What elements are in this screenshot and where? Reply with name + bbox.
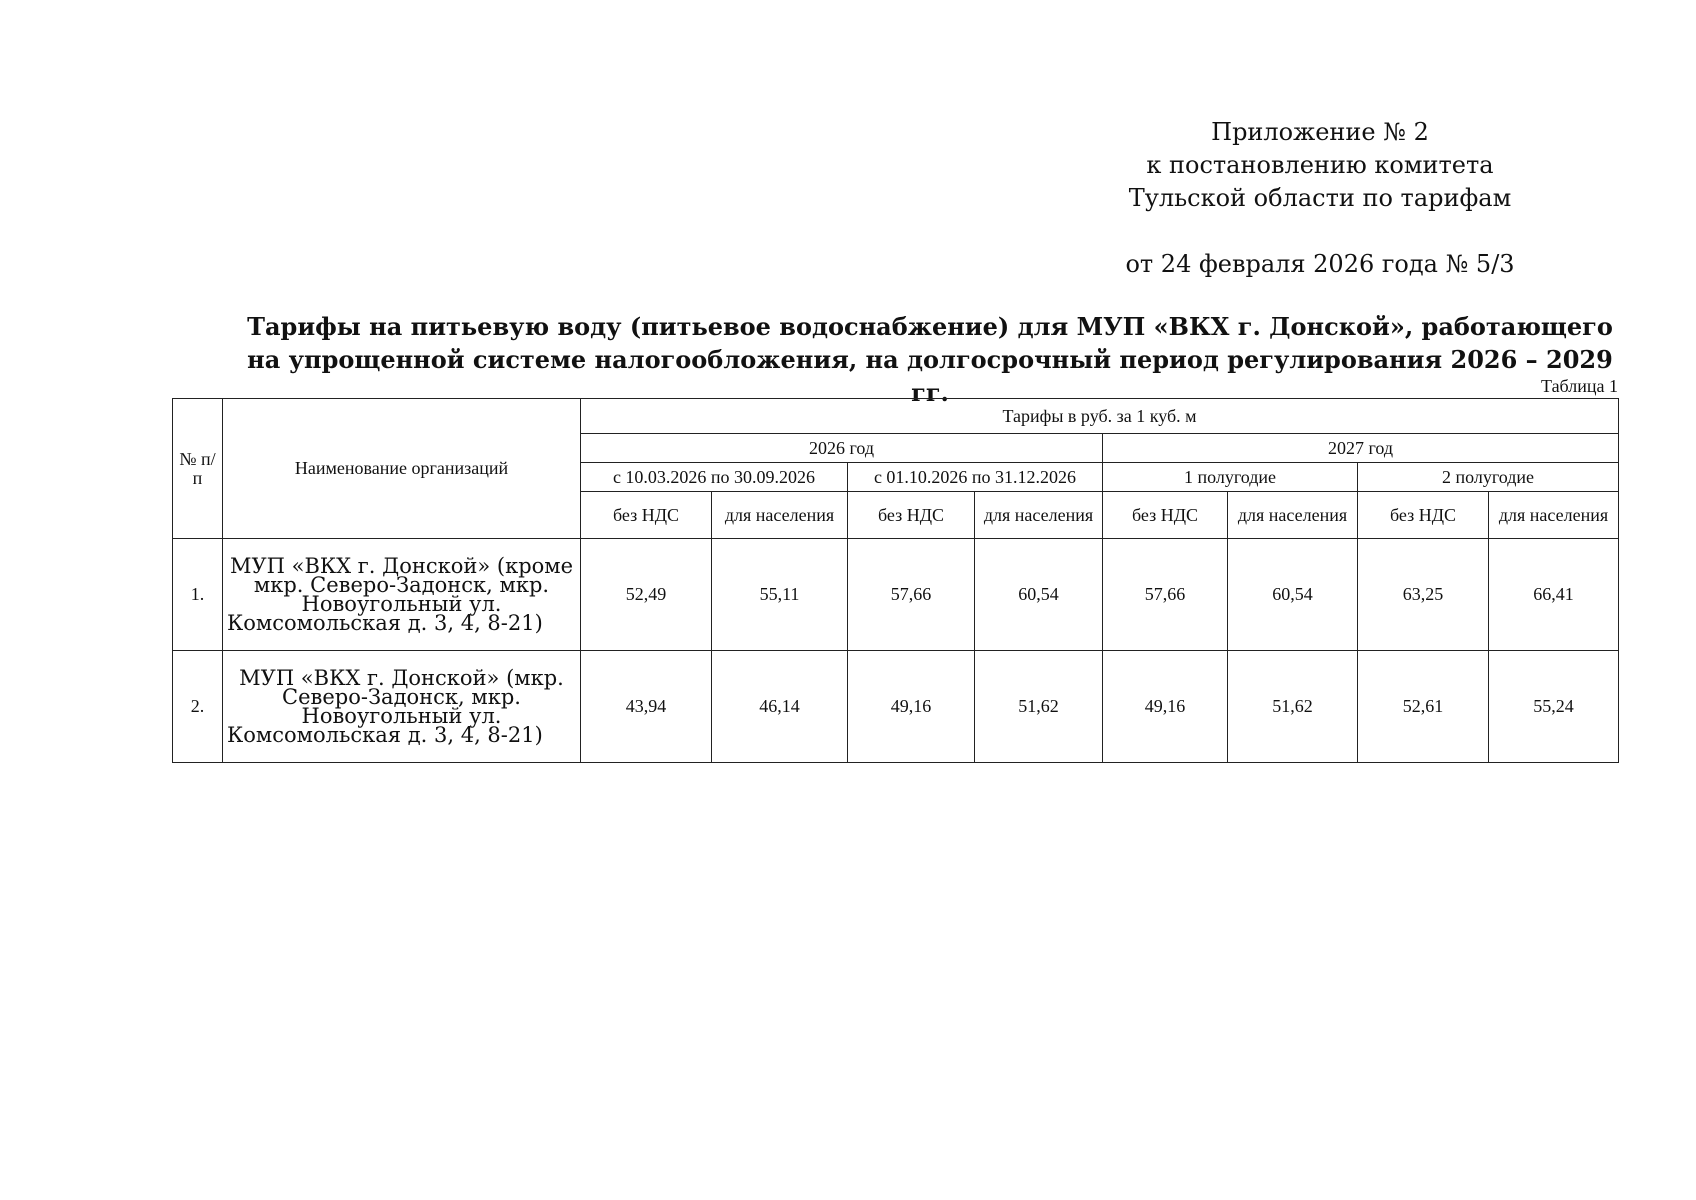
tariff-cell: 55,11 bbox=[712, 539, 848, 651]
header-tariff: Тарифы в руб. за 1 куб. м bbox=[581, 399, 1619, 434]
row-num: 1. bbox=[173, 539, 223, 651]
tariff-cell: 49,16 bbox=[848, 651, 975, 763]
table-row bbox=[173, 651, 1619, 763]
appendix-title: Приложение № 2 bbox=[1211, 118, 1429, 146]
tariff-cell: 66,41 bbox=[1489, 539, 1619, 651]
tariff-cell: 46,14 bbox=[712, 651, 848, 763]
table-label: Таблица 1 bbox=[1541, 376, 1618, 396]
header-num: № п/п bbox=[173, 399, 223, 539]
tariff-cell: 57,66 bbox=[848, 539, 975, 651]
row-num: 2. bbox=[173, 651, 223, 763]
header-population: для населения bbox=[1489, 492, 1619, 539]
header-period: 1 полугодие bbox=[1103, 463, 1358, 492]
header-population: для населения bbox=[975, 492, 1103, 539]
tariff-cell: 57,66 bbox=[1103, 539, 1228, 651]
tariff-cell: 60,54 bbox=[1228, 539, 1358, 651]
appendix-block bbox=[1110, 116, 1530, 281]
tariff-cell: 55,24 bbox=[1489, 651, 1619, 763]
table-row bbox=[173, 539, 1619, 651]
tariff-cell: 52,49 bbox=[581, 539, 712, 651]
header-org: Наименование организаций bbox=[223, 399, 581, 539]
tariff-cell: 43,94 bbox=[581, 651, 712, 763]
tariff-table bbox=[172, 398, 1619, 763]
org-name: МУП «ВКХ г. Донской» (кроме мкр. Северо-Задонск, мкр. Новоугольный ул. Комсомольская д. 3, 4, 8-21) bbox=[223, 539, 581, 651]
appendix-line: Тульской области по тарифам bbox=[1128, 184, 1512, 212]
appendix-line: к постановлению комитета bbox=[1146, 151, 1494, 179]
header-year-2027: 2027 год bbox=[1103, 434, 1619, 463]
tariff-cell: 60,54 bbox=[975, 539, 1103, 651]
document-title: Тарифы на питьевую воду (питьевое водоснабжение) для МУП «ВКХ г. Донской», работающего на упрощенной системе налогообложения, на долгосрочный период регулирования 2026 – 2029 гг. bbox=[247, 312, 1613, 407]
header-no-vat: без НДС bbox=[1358, 492, 1489, 539]
header-period: 2 полугодие bbox=[1358, 463, 1619, 492]
header-no-vat: без НДС bbox=[848, 492, 975, 539]
tariff-cell: 49,16 bbox=[1103, 651, 1228, 763]
tariff-cell: 63,25 bbox=[1358, 539, 1489, 651]
header-year-2026: 2026 год bbox=[581, 434, 1103, 463]
header-population: для населения bbox=[1228, 492, 1358, 539]
header-population: для населения bbox=[712, 492, 848, 539]
header-no-vat: без НДС bbox=[581, 492, 712, 539]
tariff-cell: 52,61 bbox=[1358, 651, 1489, 763]
resolution-date: от 24 февраля 2026 года № 5/3 bbox=[1125, 250, 1515, 278]
header-no-vat: без НДС bbox=[1103, 492, 1228, 539]
org-name: МУП «ВКХ г. Донской» (мкр. Северо-Задонск, мкр. Новоугольный ул. Комсомольская д. 3, 4, 8-21) bbox=[223, 651, 581, 763]
header-period: с 10.03.2026 по 30.09.2026 bbox=[581, 463, 848, 492]
header-period: с 01.10.2026 по 31.12.2026 bbox=[848, 463, 1103, 492]
tariff-cell: 51,62 bbox=[1228, 651, 1358, 763]
tariff-cell: 51,62 bbox=[975, 651, 1103, 763]
